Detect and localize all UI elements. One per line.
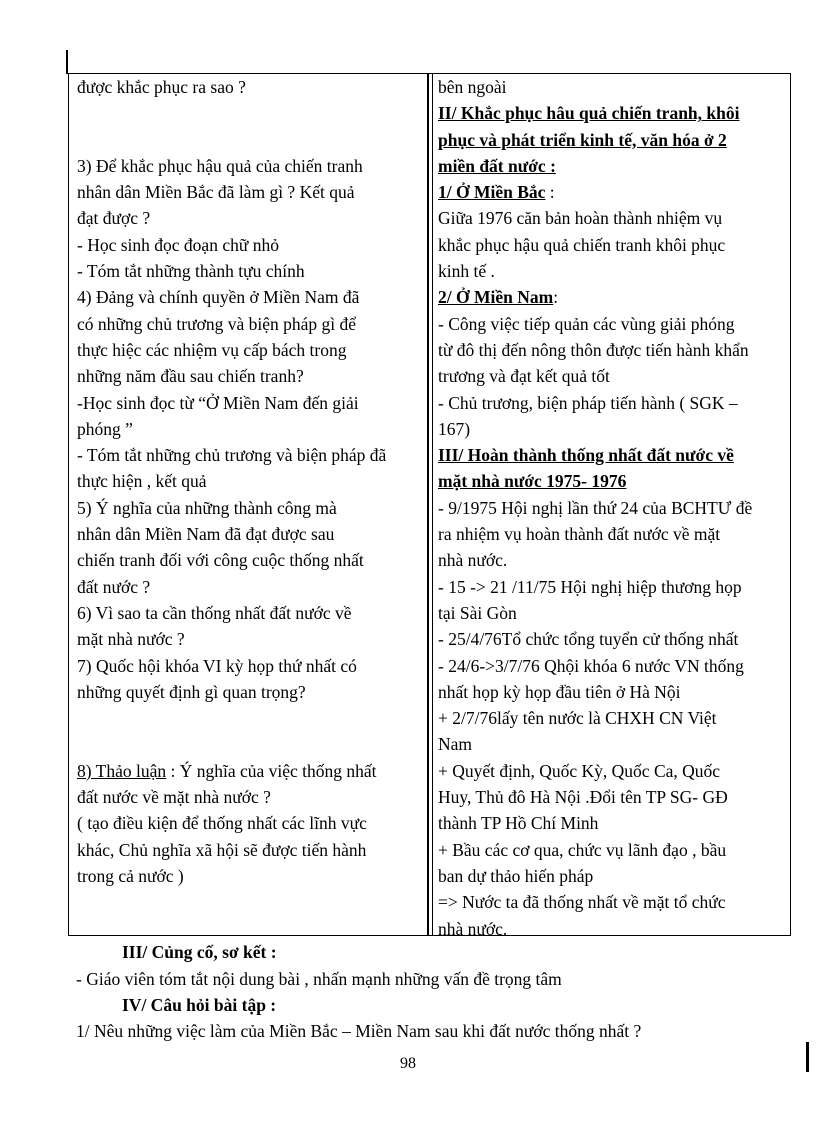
text-line: - 24/6->3/7/76 Qhội khóa 6 nước VN thống bbox=[438, 655, 744, 676]
question-8 bbox=[77, 758, 422, 784]
text-line: - Công việc tiếp quản các vùng giải phóng bbox=[438, 313, 735, 334]
text-line: - 15 -> 21 /11/75 Hội nghị hiệp thương họp bbox=[438, 576, 742, 597]
section-heading-2: miền đất nước : bbox=[438, 155, 556, 176]
question-4: 4) Đảng và chính quyền ở Miền Nam đã bbox=[77, 287, 360, 308]
text-line: nhân dân Miền Bắc đã làm gì ? Kết quả bbox=[77, 182, 355, 203]
text-line: + 2/7/76lấy tên nước là CHXH CN Việt bbox=[438, 708, 717, 729]
question-7: 7) Quốc hội khóa VI kỳ họp thứ nhất có bbox=[77, 655, 357, 676]
text-line: trong cả nước ) bbox=[77, 865, 184, 886]
text-line: - Tóm tắt những thành tựu chính bbox=[77, 261, 305, 282]
text-line: ( tạo điều kiện để thống nhất các lĩnh vực bbox=[77, 813, 367, 834]
text-line: những năm đầu sau chiến tranh? bbox=[77, 366, 304, 387]
questions-heading: IV/ Câu hỏi bài tập : bbox=[122, 995, 277, 1015]
text-line: Giữa 1976 căn bản hoàn thành nhiệm vụ bbox=[438, 208, 723, 229]
subheading-label: 2/ Ở Miền Nam bbox=[438, 287, 554, 308]
right-column bbox=[438, 74, 786, 942]
text-line: thực hiện , kết quả bbox=[77, 471, 207, 492]
question-3: 3) Để khắc phục hậu quả của chiến tranh bbox=[77, 155, 363, 176]
consolidation-text: - Giáo viên tóm tắt nội dung bài , nhấn mạnh những vấn đề trọng tâm bbox=[76, 969, 562, 989]
text-line: ra nhiệm vụ hoàn thành đất nước về mặt bbox=[438, 524, 721, 545]
text-line: khác, Chủ nghĩa xã hội sẽ được tiến hành bbox=[77, 839, 367, 860]
text-line: Huy, Thủ đô Hà Nội .Đổi tên TP SG- GĐ bbox=[438, 787, 728, 808]
text-line: nhà nước. bbox=[438, 550, 508, 571]
text-line: được khắc phục ra sao ? bbox=[77, 77, 246, 97]
text-line: - 25/4/76Tổ chức tổng tuyển cử thống nhất bbox=[438, 629, 739, 650]
page-number: 98 bbox=[400, 1055, 416, 1072]
text-span: : Ý nghĩa của việc thống nhất bbox=[166, 760, 377, 781]
section-heading-3: mặt nhà nước 1975- 1976 bbox=[438, 471, 627, 492]
text-line: ban dự thảo hiến pháp bbox=[438, 865, 594, 886]
text-line: đạt được ? bbox=[77, 208, 151, 229]
text-line: từ đô thị đến nông thôn được tiến hành khẩn bbox=[438, 339, 749, 360]
section-heading-3: III/ Hoàn thành thống nhất đất nước về bbox=[438, 445, 734, 466]
text-line: Nam bbox=[438, 734, 473, 755]
question-item: 1/ Nêu những việc làm của Miền Bắc – Miền Nam sau khi đất nước thống nhất ? bbox=[76, 1021, 642, 1041]
lesson-table bbox=[68, 73, 791, 939]
text-line: - Chủ trương, biện pháp tiến hành ( SGK – bbox=[438, 392, 738, 413]
text-line: tại Sài Gòn bbox=[438, 602, 517, 623]
discussion-label: 8) Thảo luận bbox=[77, 760, 167, 781]
text-line: 167) bbox=[438, 418, 471, 439]
subheading-north bbox=[438, 179, 786, 205]
text-line: kinh tế . bbox=[438, 261, 495, 282]
text-line: khắc phục hậu quả chiến tranh khôi phục bbox=[438, 234, 726, 255]
question-5: 5) Ý nghĩa của những thành công mà bbox=[77, 497, 337, 518]
subheading-south bbox=[438, 284, 786, 310]
text-line: bên ngoài bbox=[438, 77, 507, 97]
text-line: - Tóm tắt những chủ trương và biện pháp đã bbox=[77, 445, 387, 466]
column-divider bbox=[427, 74, 429, 935]
text-line: - Học sinh đọc đoạn chữ nhỏ bbox=[77, 234, 279, 255]
text-line: nhất họp kỳ họp đầu tiên ở Hà Nội bbox=[438, 681, 681, 702]
section-heading-2: II/ Khắc phục hâu quả chiến tranh, khôi bbox=[438, 103, 740, 124]
section-heading-2: phục và phát triển kinh tế, văn hóa ở 2 bbox=[438, 129, 727, 150]
consolidation-heading: III/ Củng cố, sơ kết : bbox=[122, 942, 277, 962]
text-line: - 9/1975 Hội nghị lần thứ 24 của BCHTƯ đề bbox=[438, 497, 753, 518]
margin-mark bbox=[66, 50, 68, 74]
column-divider bbox=[432, 74, 433, 935]
text-line: nhân dân Miền Nam đã đạt được sau bbox=[77, 524, 335, 545]
text-line: -Học sinh đọc từ “Ở Miền Nam đến giải bbox=[77, 392, 359, 413]
text-line: những quyết định gì quan trọng? bbox=[77, 681, 306, 702]
text-line: chiến tranh đối với công cuộc thống nhất bbox=[77, 550, 364, 571]
text-span: : bbox=[553, 287, 559, 308]
text-line: thực hiệc các nhiệm vụ cấp bách trong bbox=[77, 339, 347, 360]
margin-mark bbox=[806, 1042, 809, 1072]
text-line: nhà nước. bbox=[438, 918, 508, 939]
text-line: trương và đạt kết quả tốt bbox=[438, 366, 610, 387]
text-line: đất nước về mặt nhà nước ? bbox=[77, 787, 271, 808]
text-span: : bbox=[545, 182, 555, 203]
text-line: đất nước ? bbox=[77, 576, 151, 597]
text-line: có những chủ trương và biện pháp gì để bbox=[77, 313, 356, 334]
text-line: mặt nhà nước ? bbox=[77, 629, 185, 650]
question-6: 6) Vì sao ta cần thống nhất đất nước về bbox=[77, 602, 352, 623]
text-line: phóng ” bbox=[77, 418, 133, 439]
text-line: + Bầu các cơ qua, chức vụ lãnh đạo , bầu bbox=[438, 839, 727, 860]
text-line: + Quyết định, Quốc Kỳ, Quốc Ca, Quốc bbox=[438, 760, 721, 781]
subheading-label: 1/ Ở Miền Bắc bbox=[438, 182, 546, 203]
text-line: thành TP Hồ Chí Minh bbox=[438, 813, 599, 834]
left-column bbox=[77, 74, 422, 889]
text-line: => Nước ta đã thống nhất về mặt tổ chức bbox=[438, 892, 726, 913]
